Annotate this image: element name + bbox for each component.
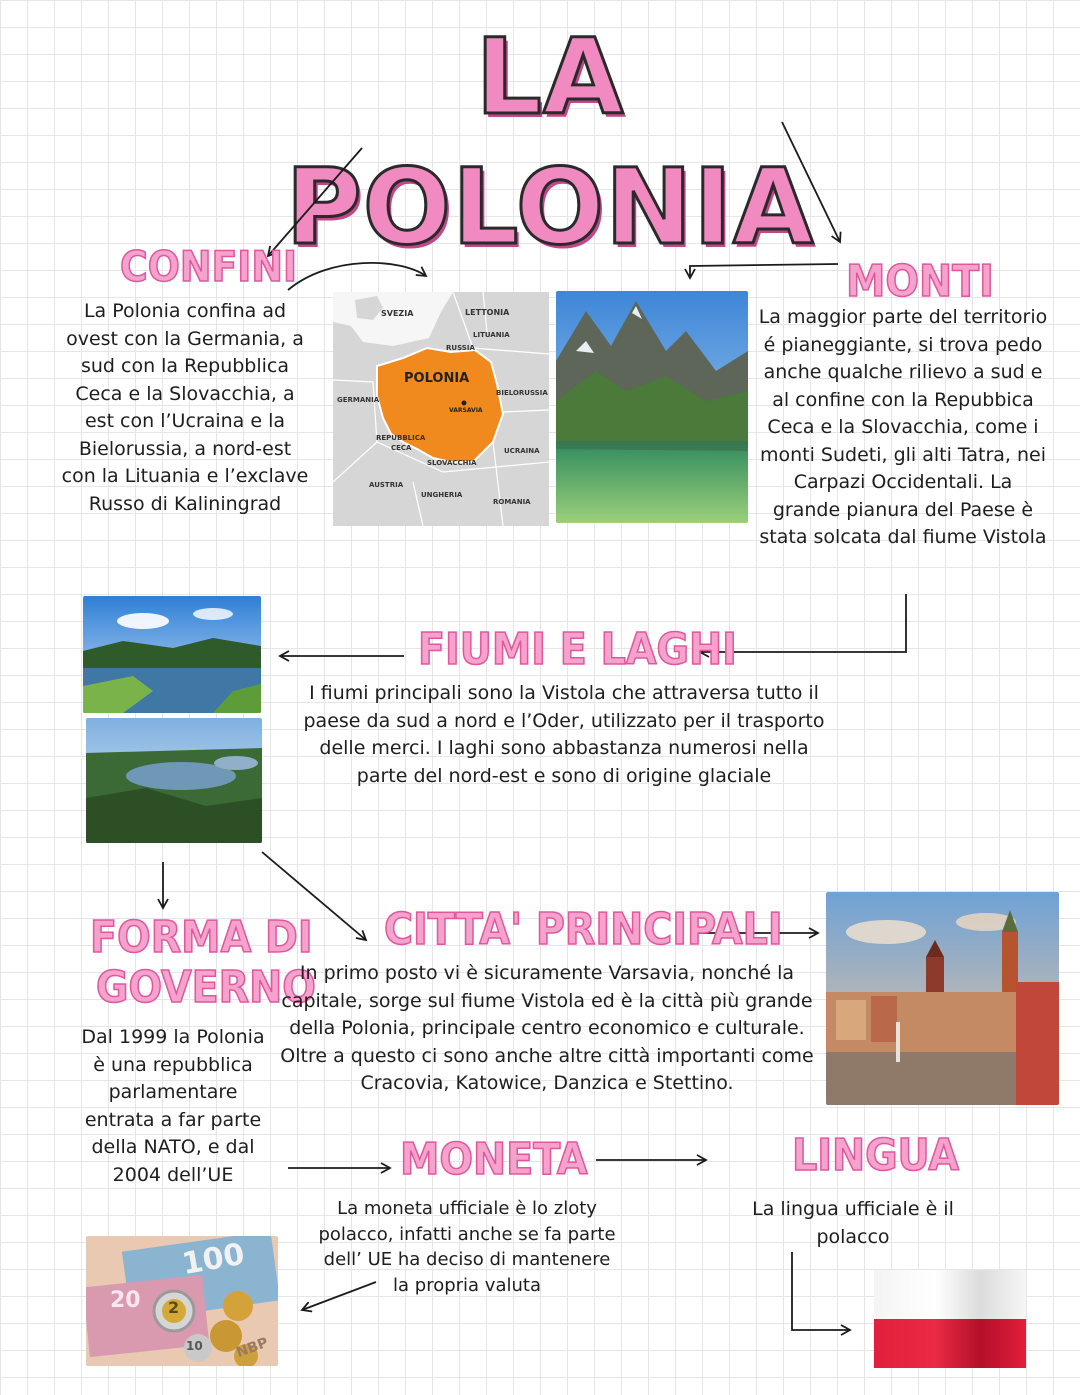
map-label-germania: GERMANIA bbox=[337, 396, 380, 404]
map-label-ceca: CECA bbox=[391, 444, 412, 452]
map-warsaw-dot bbox=[462, 401, 467, 406]
map-label-varsavia: VARSAVIA bbox=[449, 407, 483, 414]
map-label-ucraina: UCRAINA bbox=[504, 447, 540, 455]
map-label-austria: AUSTRIA bbox=[369, 481, 404, 489]
monti-text: La maggior parte del territorio é pianeggiante, si trova pedo anche qualche rilievo a sud e al confine con la Repubbica Ceca e la Slovacchia, come i monti Sudeti, gli alti Tatra, nei Carpazi Occidentali. La grande pianura del Paese è stata solcata dal fiume Vistola bbox=[758, 306, 1048, 548]
fiumi-text: I fiumi principali sono la Vistola che attraversa tutto il paese da sud a nord e l’Oder, utilizzato per il trasporto delle merci. I laghi sono abbastanza numerosi nella parte del nord-est e sono di origine glaciale bbox=[303, 682, 825, 787]
money-coin-value: 2 bbox=[168, 1298, 180, 1317]
poland-map bbox=[333, 292, 549, 526]
governo-heading-line2: GOVERNO bbox=[96, 962, 316, 1013]
map-label-repubblica: REPUBBLICA bbox=[376, 434, 426, 442]
moneta-text: La moneta ufficiale è lo zloty polacco, infatti anche se fa parte dell’ UE ha deciso di mantenere la propria valuta bbox=[318, 1198, 616, 1296]
arrow-monti-to-photo bbox=[690, 264, 838, 278]
map-label-russia: RUSSIA bbox=[446, 344, 475, 352]
money-note-value2: 20 bbox=[110, 1288, 141, 1313]
flag-white-band bbox=[874, 1270, 1026, 1319]
governo-text: Dal 1999 la Polonia è una repubblica parlamentare entrata a far parte della NATO, e dal 2004 dell’UE bbox=[81, 1026, 265, 1186]
money-photo bbox=[86, 1236, 278, 1366]
arrow-lingua-to-flag bbox=[792, 1252, 850, 1330]
confini-heading: CONFINI bbox=[120, 242, 298, 291]
map-label-ungheria: UNGHERIA bbox=[421, 491, 463, 499]
poland-flag bbox=[874, 1270, 1026, 1368]
arrow-title-to-confini bbox=[268, 148, 362, 256]
lake-photo-2 bbox=[86, 718, 262, 843]
map-label-slovacchia: SLOVACCHIA bbox=[427, 459, 477, 467]
flag-red-band bbox=[874, 1319, 1026, 1368]
monti-heading: MONTI bbox=[846, 256, 994, 307]
arrow-title-to-monti bbox=[782, 122, 840, 242]
map-label-svezia: SVEZIA bbox=[381, 309, 414, 318]
mountain-lake-photo bbox=[556, 291, 748, 523]
money-coin-value2: 10 bbox=[186, 1339, 203, 1353]
lingua-text: La lingua ufficiale è il polacco bbox=[752, 1198, 954, 1248]
arrow-confini-to-map bbox=[288, 263, 426, 290]
lake-photo-1 bbox=[83, 596, 261, 713]
citta-text: In primo posto vi è sicuramente Varsavia, nonché la capitale, sorge sul fiume Vistola ed è la città più grande della Polonia, principale centro economico e culturale. Oltre a questo ci sono anche altre città importanti come Cracovia, Katowice, Danzica e Stettino. bbox=[280, 962, 814, 1094]
fiumi-heading: FIUMI E LAGHI bbox=[418, 624, 737, 675]
moneta-heading: MONETA bbox=[400, 1134, 588, 1185]
money-nbp: NBP bbox=[234, 1334, 271, 1362]
map-label-polonia: POLONIA bbox=[404, 371, 470, 386]
confini-text: La Polonia confina ad ovest con la Germania, a sud con la Repubblica Ceca e la Slovacchia, a est con l’Ucraina e la Bielorussia, a nord-est con la Lituania e l’exclave Russo di Kaliningrad bbox=[61, 300, 309, 515]
map-label-lituania: LITUANIA bbox=[473, 331, 510, 339]
map-label-romania: ROMANIA bbox=[493, 498, 531, 506]
map-label-lettonia: LETTONIA bbox=[465, 308, 510, 317]
page-title: LA POLONIA bbox=[285, 16, 815, 268]
warsaw-photo bbox=[826, 892, 1059, 1105]
lingua-heading: LINGUA bbox=[792, 1130, 959, 1181]
governo-heading-line1: FORMA DI bbox=[90, 912, 313, 963]
money-note-value: 100 bbox=[179, 1236, 248, 1283]
map-label-bielorussia: BIELORUSSIA bbox=[496, 389, 548, 397]
citta-heading: CITTA' PRINCIPALI bbox=[384, 904, 783, 955]
